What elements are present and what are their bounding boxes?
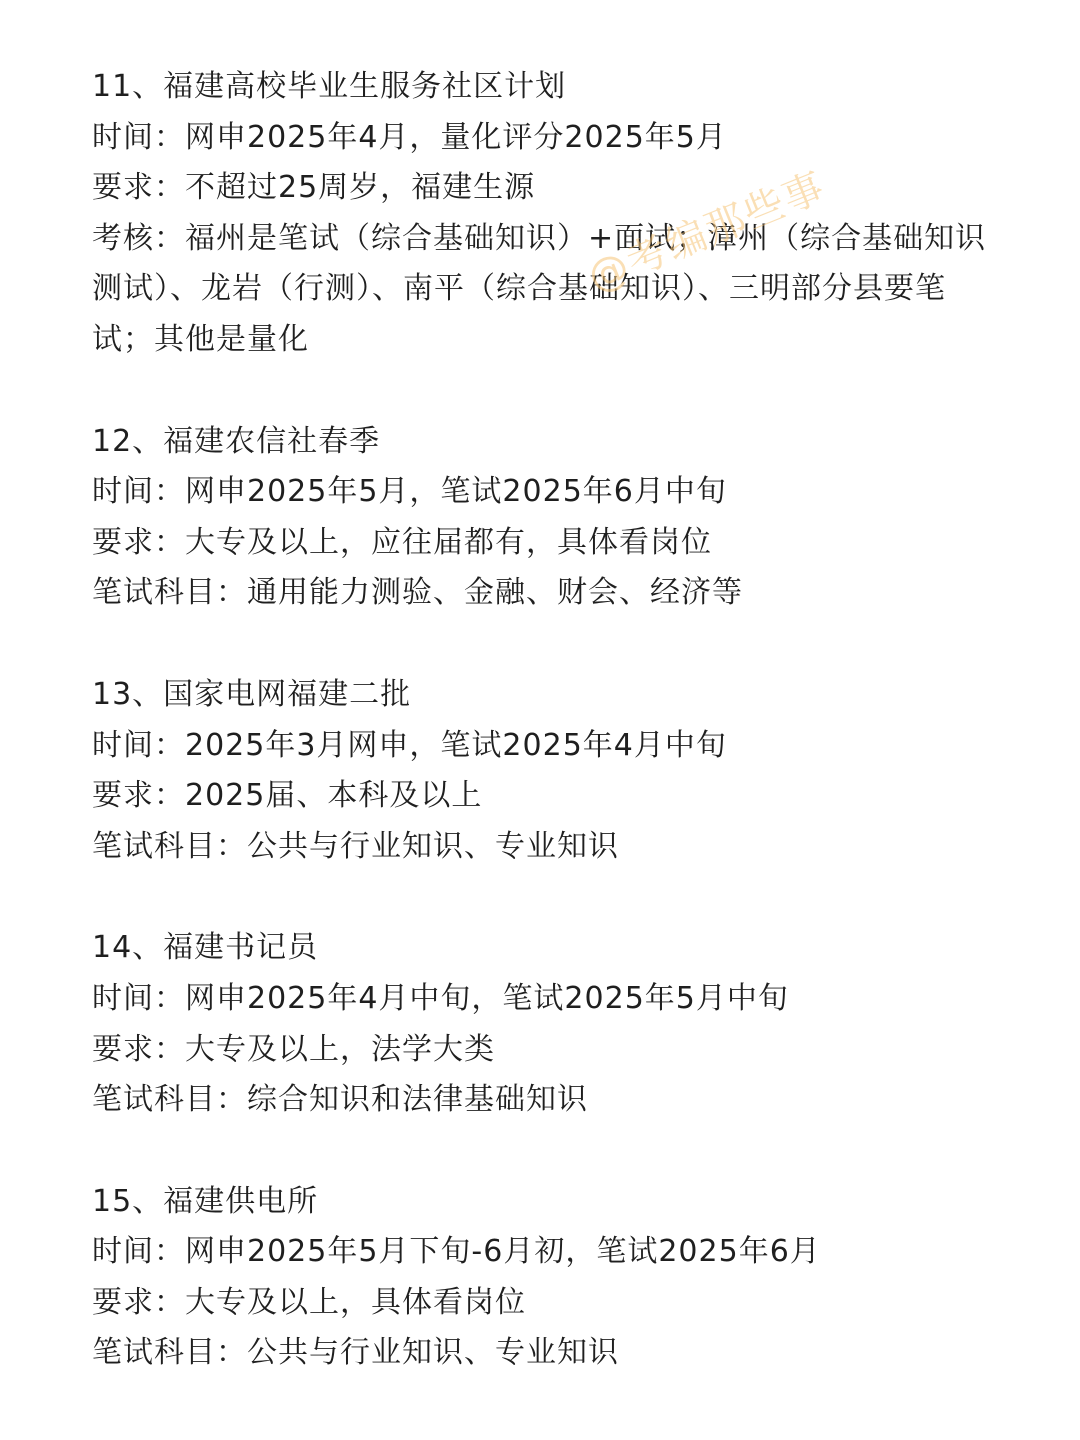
section-title: 11、福建高校毕业生服务社区计划	[92, 69, 567, 104]
section-line: 时间：网申2025年4月，量化评分2025年5月	[92, 119, 727, 155]
section-title: 13、国家电网福建二批	[92, 676, 412, 712]
section-title: 12、福建农信社春季	[92, 423, 381, 459]
watermark: @考编那些事	[581, 163, 833, 301]
section-line: 时间：2025年3月网申，笔试2025年4月中旬	[92, 727, 727, 763]
section-line: 要求：大专及以上，具体看岗位	[92, 1284, 526, 1320]
section-line: 要求：大专及以上，法学大类	[92, 1031, 495, 1067]
section-line: 时间：网申2025年4月中旬，笔试2025年5月中旬	[92, 980, 789, 1016]
section-title: 15、福建供电所	[92, 1183, 319, 1219]
section-15	[92, 1177, 1002, 1379]
section-title: 14、福建书记员	[92, 930, 319, 966]
document-body	[92, 62, 1002, 1430]
section-line: 笔试科目：综合知识和法律基础知识	[92, 1082, 588, 1118]
section-line: 笔试科目：通用能力测验、金融、财会、经济等	[92, 575, 743, 611]
section-line: 笔试科目：公共与行业知识、专业知识	[92, 828, 619, 864]
section-line: 要求：不超过25周岁，福建生源	[92, 170, 536, 206]
section-12	[92, 417, 1002, 619]
section-14	[92, 923, 1002, 1125]
section-line: 考核：福州是笔试（综合基础知识）+面试；漳州（综合基础知识测试）、龙岩（行测）、南平（综合基础知识）、三明部分县要笔试；其他是量化	[92, 220, 987, 357]
section-11	[92, 62, 1002, 366]
section-line: 要求：大专及以上，应往届都有，具体看岗位	[92, 524, 712, 560]
section-line: 笔试科目：公共与行业知识、专业知识	[92, 1335, 619, 1371]
section-line: 时间：网申2025年5月下旬-6月初，笔试2025年6月	[92, 1234, 821, 1270]
section-line: 要求：2025届、本科及以上	[92, 778, 483, 814]
section-13	[92, 670, 1002, 872]
section-line: 时间：网申2025年5月，笔试2025年6月中旬	[92, 474, 727, 510]
